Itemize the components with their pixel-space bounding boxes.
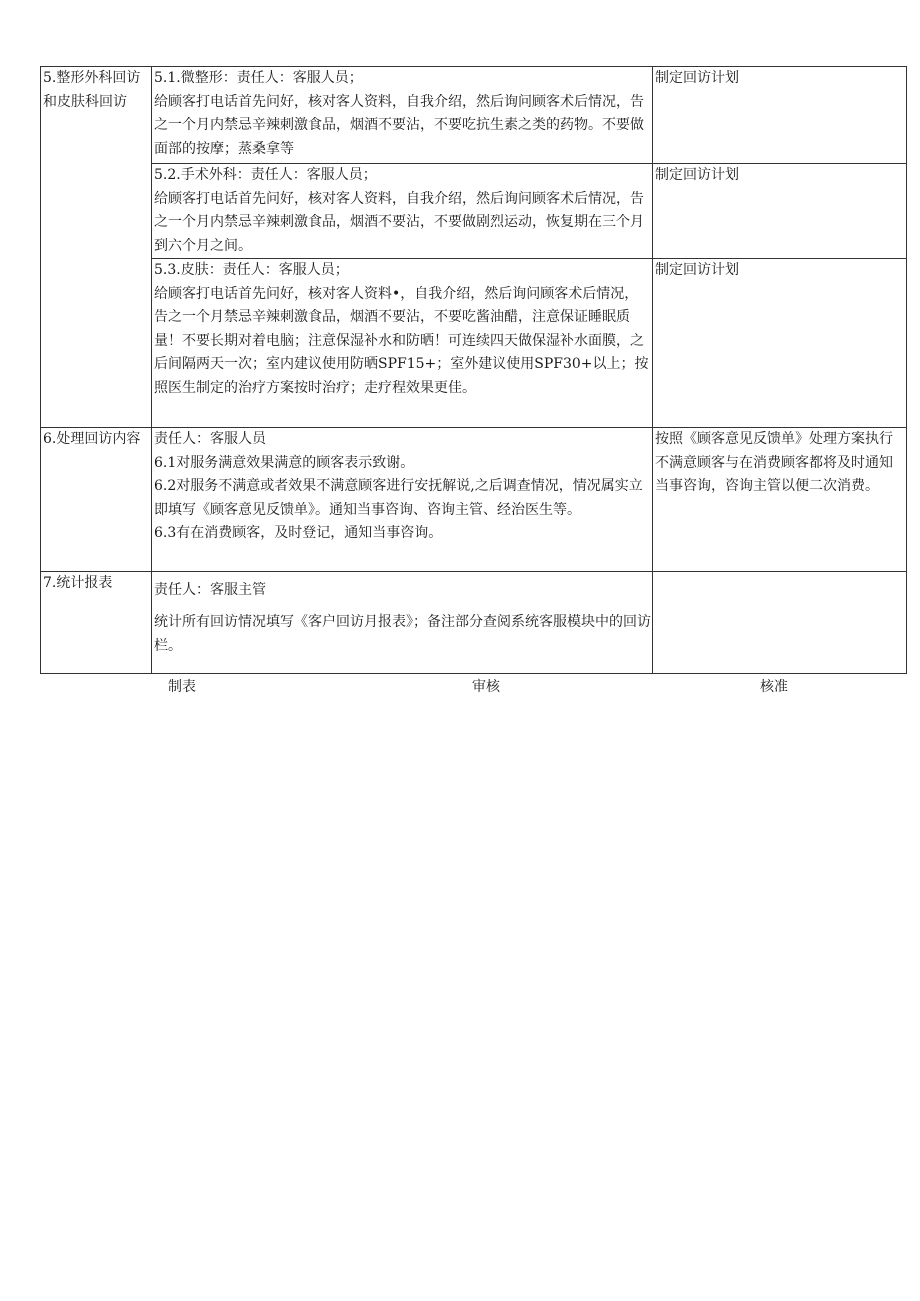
- section-5-1-content: [152, 67, 653, 164]
- table-row: [41, 259, 907, 428]
- section-6-notes: [653, 428, 907, 572]
- prepared-by-label: 制表: [168, 679, 196, 695]
- section-5-3-content: [152, 259, 653, 428]
- section-5-2-content: [152, 164, 653, 259]
- section-6-item-1: 6.1对服务满意效果满意的顾客表示致谢。: [154, 454, 415, 471]
- section-6-note-1: 按照《顾客意见反馈单》处理方案执行: [655, 431, 893, 447]
- section-7-content: [152, 572, 653, 674]
- section-5-2-plan: 制定回访计划: [653, 164, 907, 259]
- section-6-note-2: 不满意顾客与在消费顾客都将及时通知当事咨询，咨询主管以便二次消费。: [655, 454, 893, 494]
- signature-row: [40, 676, 906, 698]
- section-5-3-plan: 制定回访计划: [653, 259, 907, 428]
- section-5-label: 5.整形外科回访和皮肤科回访: [41, 67, 152, 428]
- section-6-content: [152, 428, 653, 572]
- approved-by-label: 核准: [760, 679, 788, 695]
- section-5-2-body: 给顾客打电话首先问好，核对客人资料，自我介绍，然后询问顾客术后情况，告之一个月内禁忌辛辣刺激食品，烟酒不要沾，不要做剧烈运动，恢复期在三个月到六个月之间。: [154, 190, 644, 254]
- table-row: [41, 428, 907, 572]
- section-6-label: 6.处理回访内容: [41, 428, 152, 572]
- section-5-3-body: 给顾客打电话首先问好，核对客人资料•，自我介绍，然后询问顾客术后情况，告之一个月禁忌辛辣刺激食品，烟酒不要沾，不要吃酱油醋，注意保证睡眠质量！不要长期对着电脑；注意保湿补水和防晒！可连续四天做保湿补水面膜，之后间隔两天一次；室内建议使用防晒SPF15+；室外建议使用SPF30+以上；按照医生制定的治疗方案按时治疗；走疗程效果更佳。: [154, 285, 649, 396]
- procedure-table: [40, 66, 907, 674]
- table-row: [41, 164, 907, 259]
- reviewed-by-label: 审核: [472, 679, 500, 695]
- section-5-3-title: 5.3.皮肤：责任人：客服人员；: [154, 262, 349, 278]
- section-6-item-3: 6.3有在消费顾客，及时登记，通知当事咨询。: [154, 525, 443, 541]
- section-7-label: 7.统计报表: [41, 572, 152, 674]
- section-5-1-plan: 制定回访计划: [653, 67, 907, 164]
- section-5-1-title: 5.1.微整形：责任人：客服人员；: [154, 70, 363, 86]
- section-6-owner: 责任人：客服人员: [154, 431, 266, 447]
- table-row: [41, 67, 907, 164]
- section-7-body: 统计所有回访情况填写《客户回访月报表》；备注部分查阅系统客服模块中的回访栏。: [154, 614, 651, 654]
- section-5-1-body: 给顾客打电话首先问好，核对客人资料，自我介绍，然后询问顾客术后情况，告之一个月内禁忌辛辣刺激食品，烟酒不要沾，不要吃抗生素之类的药物。不要做面部的按摩；蒸桑拿等: [154, 93, 644, 157]
- section-6-item-2: 6.2对服务不满意或者效果不满意顾客进行安抚解说,之后调查情况，情况属实立即填写《顾客意见反馈单》。通知当事咨询、咨询主管、经治医生等。: [154, 478, 643, 518]
- table-row: [41, 572, 907, 674]
- section-7-notes: [653, 572, 907, 674]
- section-7-owner: 责任人：客服主管: [154, 582, 266, 598]
- section-5-2-title: 5.2.手术外科：责任人：客服人员；: [154, 167, 377, 183]
